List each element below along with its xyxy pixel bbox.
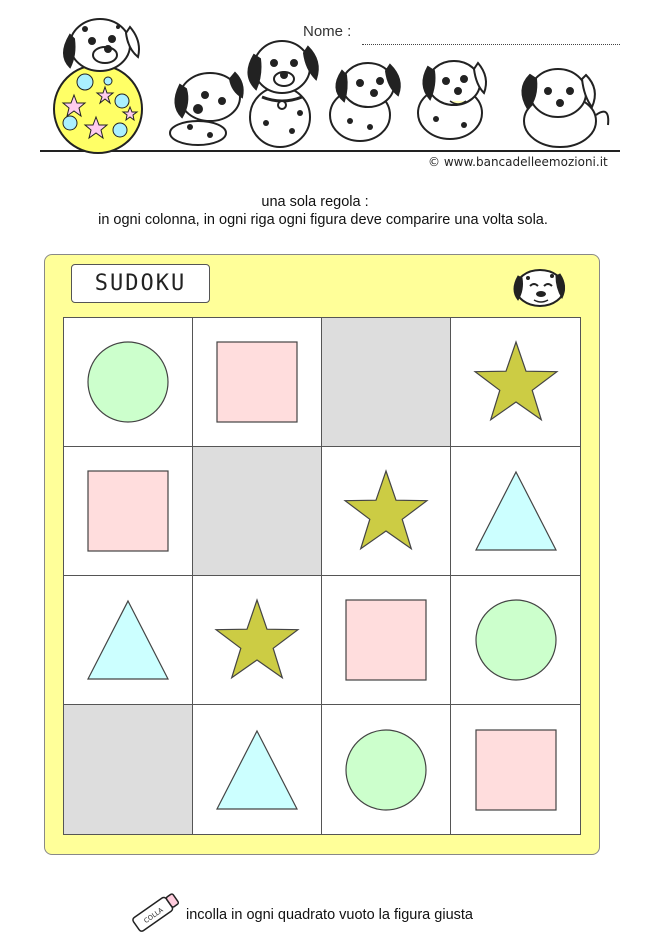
empty-cell[interactable]	[322, 318, 451, 447]
circle-icon	[471, 595, 561, 685]
footer-instruction: incolla in ogni quadrato vuoto la figura giusta	[186, 907, 473, 923]
square-icon	[83, 466, 173, 556]
rule-description: in ogni colonna, in ogni riga ogni figura deve comparire una volta sola.	[98, 212, 548, 228]
glue-label: COLLA	[142, 906, 165, 925]
name-field[interactable]	[362, 44, 620, 45]
cell-square	[64, 447, 193, 576]
name-label: Nome :	[303, 23, 352, 40]
square-icon	[341, 595, 431, 685]
empty-cell[interactable]	[193, 447, 322, 576]
cell-star	[193, 576, 322, 705]
puppy-face-icon	[508, 260, 570, 310]
square-icon	[212, 337, 302, 427]
square-icon	[471, 725, 561, 815]
cell-square	[193, 318, 322, 447]
puppy-icon	[330, 63, 400, 141]
star-icon	[471, 337, 561, 427]
cell-star	[322, 447, 451, 576]
cell-star	[451, 318, 580, 447]
puppy-icon	[418, 61, 486, 139]
puppy-icon	[64, 19, 139, 71]
cell-circle	[451, 576, 580, 705]
puzzle-title: SUDOKU	[71, 264, 210, 303]
cell-triangle	[451, 447, 580, 576]
cell-circle	[64, 318, 193, 447]
puppy-icon	[522, 69, 608, 147]
puppy-icon	[170, 73, 243, 145]
rule-title: una sola regola :	[261, 194, 369, 210]
star-icon	[341, 466, 431, 556]
circle-icon	[341, 725, 431, 815]
triangle-icon	[212, 725, 302, 815]
empty-cell[interactable]	[64, 705, 193, 834]
copyright-text: © www.bancadelleemozioni.it	[428, 155, 608, 169]
triangle-icon	[83, 595, 173, 685]
sudoku-grid	[63, 317, 581, 835]
cell-square	[451, 705, 580, 834]
circle-icon	[83, 337, 173, 427]
puppy-icon	[248, 41, 317, 147]
triangle-icon	[471, 466, 561, 556]
cell-circle	[322, 705, 451, 834]
cell-triangle	[193, 705, 322, 834]
glue-stick-icon	[128, 888, 184, 936]
cell-square	[322, 576, 451, 705]
star-icon	[212, 595, 302, 685]
cell-triangle	[64, 576, 193, 705]
ball-icon	[54, 65, 142, 153]
